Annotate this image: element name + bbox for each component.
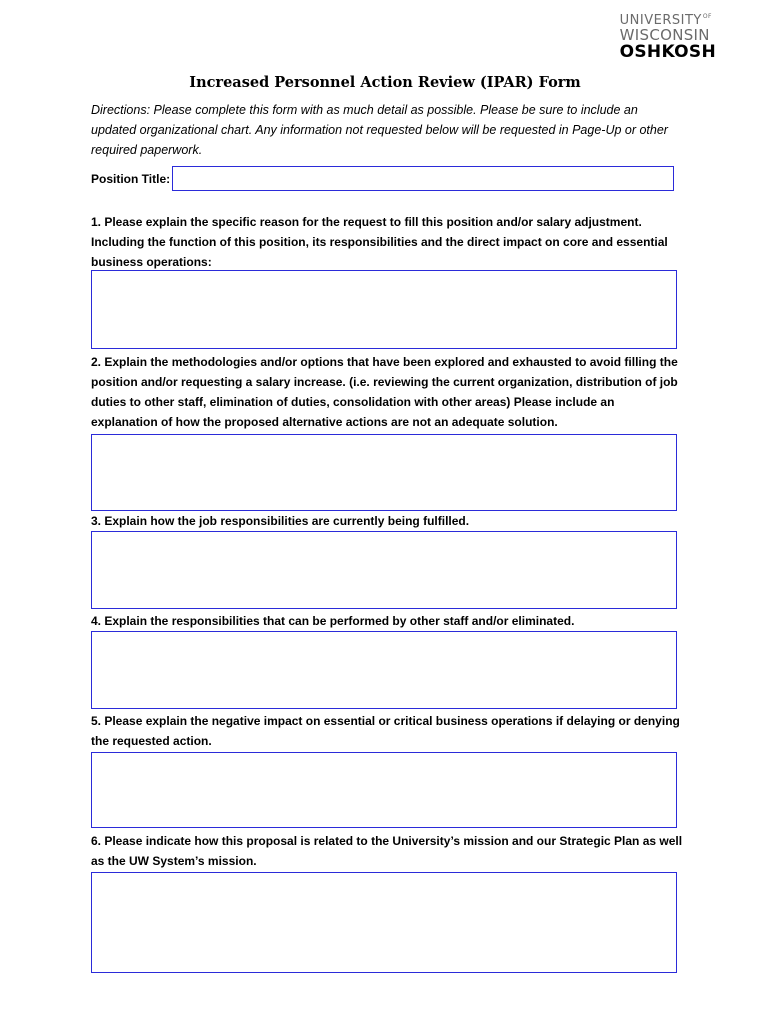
position-title-label: Position Title: bbox=[91, 172, 171, 186]
question-6-text: 6. Please indicate how this proposal is related to the University’s mission and our Strategic Plan as well as the UW System’s mission. bbox=[91, 834, 683, 868]
question-6-answer-field[interactable] bbox=[91, 872, 677, 973]
position-title-input[interactable] bbox=[172, 166, 674, 191]
question-4-text: 4. Explain the responsibilities that can be performed by other staff and/or eliminated. bbox=[91, 614, 575, 628]
logo-oshkosh-text: OSHKOSH bbox=[619, 42, 716, 62]
question-5-text: 5. Please explain the negative impact on essential or critical business operations if delaying or denying the requested action. bbox=[91, 714, 680, 748]
question-3-text: 3. Explain how the job responsibilities are currently being fulfilled. bbox=[91, 514, 470, 528]
logo-wisconsin-text: WISCONSIN bbox=[619, 26, 710, 44]
university-logo bbox=[620, 14, 716, 61]
question-1-text: 1. Please explain the specific reason for the request to fill this position and/or salary adjustment. Including the function of this position, its responsibilities and the direct impact on core and essential business operations: bbox=[91, 215, 668, 269]
question-1-answer-field[interactable] bbox=[91, 270, 677, 349]
question-4-answer-field[interactable] bbox=[91, 631, 677, 709]
question-2-text: 2. Explain the methodologies and/or options that have been explored and exhausted to avoid filling the position and/or requesting a salary increase. (i.e. reviewing the current organization, distribution of job duties to other staff, elimination of duties, consolidation with other areas) Please include an explanation of how the proposed alternative actions are not an adequate solution. bbox=[91, 355, 678, 429]
question-3-answer-field[interactable] bbox=[91, 531, 677, 609]
logo-university-text: UNIVERSITY bbox=[619, 13, 702, 28]
form-directions: Directions: Please complete this form with as much detail as possible. Please be sure to include an updated organizational chart. Any information not requested below will be requested in Page-Up or other required paperwork. bbox=[91, 103, 668, 157]
question-2-answer-field[interactable] bbox=[91, 434, 677, 511]
form-title: Increased Personnel Action Review (IPAR) Form bbox=[189, 74, 581, 91]
logo-of-text: OF bbox=[702, 13, 713, 20]
question-5-answer-field[interactable] bbox=[91, 752, 677, 828]
